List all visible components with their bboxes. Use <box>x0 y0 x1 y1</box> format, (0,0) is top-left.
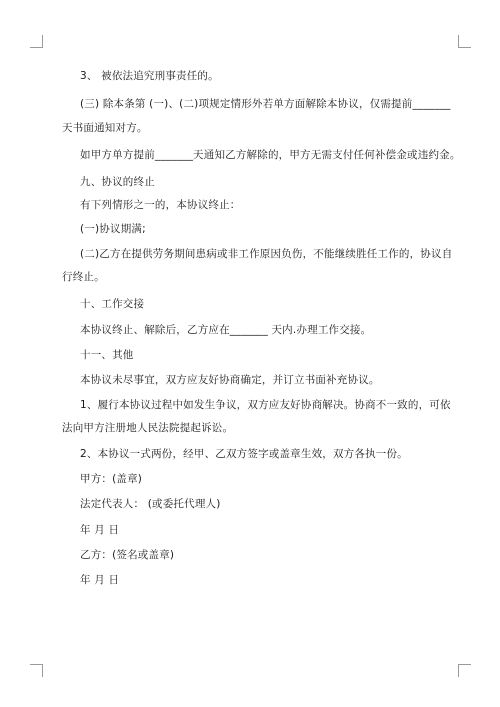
section-heading-termination: 九、协议的终止 <box>80 176 155 188</box>
termination-item-1: (一)协议期满; <box>80 223 146 235</box>
dispute-clause: 1、履行本协议过程中如发生争议，双方应友好协商解决。协商不一致的，可依 <box>80 399 451 411</box>
handover-clause: 本协议终止、解除后，乙方应在_______ 天内.办理工作交接。 <box>80 324 372 336</box>
unilateral-termination-clause: (三) 除本条第 (一)、(二)项规定情形外若单方面解除本协议，仅需提前_______ <box>80 98 451 110</box>
supplementary-agreement-clause: 本协议未尽事宜，双方应友好协商确定，并订立书面补充协议。 <box>80 374 380 386</box>
page-corner-mark-top-right <box>458 35 471 48</box>
termination-item-2: (二)乙方在提供劳务期间患病或非工作原因负伤，不能继续胜任工作的，协议自 <box>80 248 453 260</box>
party-b-signature-label: 乙方：(签名或盖章) <box>80 549 175 561</box>
dispute-clause-cont: 法向甲方注册地人民法院提起诉讼。 <box>62 422 234 434</box>
party-a-date-label: 年 月 日 <box>80 524 120 536</box>
legal-representative-label: 法定代表人： (或委托代理人) <box>80 498 221 510</box>
clause-item-3: 3、 被依法追究刑事责任的。 <box>80 70 219 82</box>
page-corner-mark-top-left <box>30 35 43 48</box>
page-corner-mark-bottom-right <box>458 664 471 677</box>
section-heading-other: 十一、其他 <box>80 349 134 361</box>
page-corner-mark-bottom-left <box>30 664 43 677</box>
section-heading-handover: 十、工作交接 <box>80 298 145 310</box>
termination-intro: 有下列情形之一的，本协议终止： <box>80 199 241 211</box>
termination-item-2-cont: 行终止。 <box>62 271 105 283</box>
party-a-termination-clause: 如甲方单方提前_______天通知乙方解除的，甲方无需支付任何补偿金或违约金。 <box>80 149 461 161</box>
party-a-signature-label: 甲方：(盖章) <box>80 473 143 485</box>
copies-clause: 2、本协议一式两份，经甲、乙双方签字或盖章生效，双方各执一份。 <box>80 448 408 460</box>
unilateral-termination-clause-cont: 天书面通知对方。 <box>62 122 148 134</box>
party-b-date-label: 年 月 日 <box>80 574 120 586</box>
